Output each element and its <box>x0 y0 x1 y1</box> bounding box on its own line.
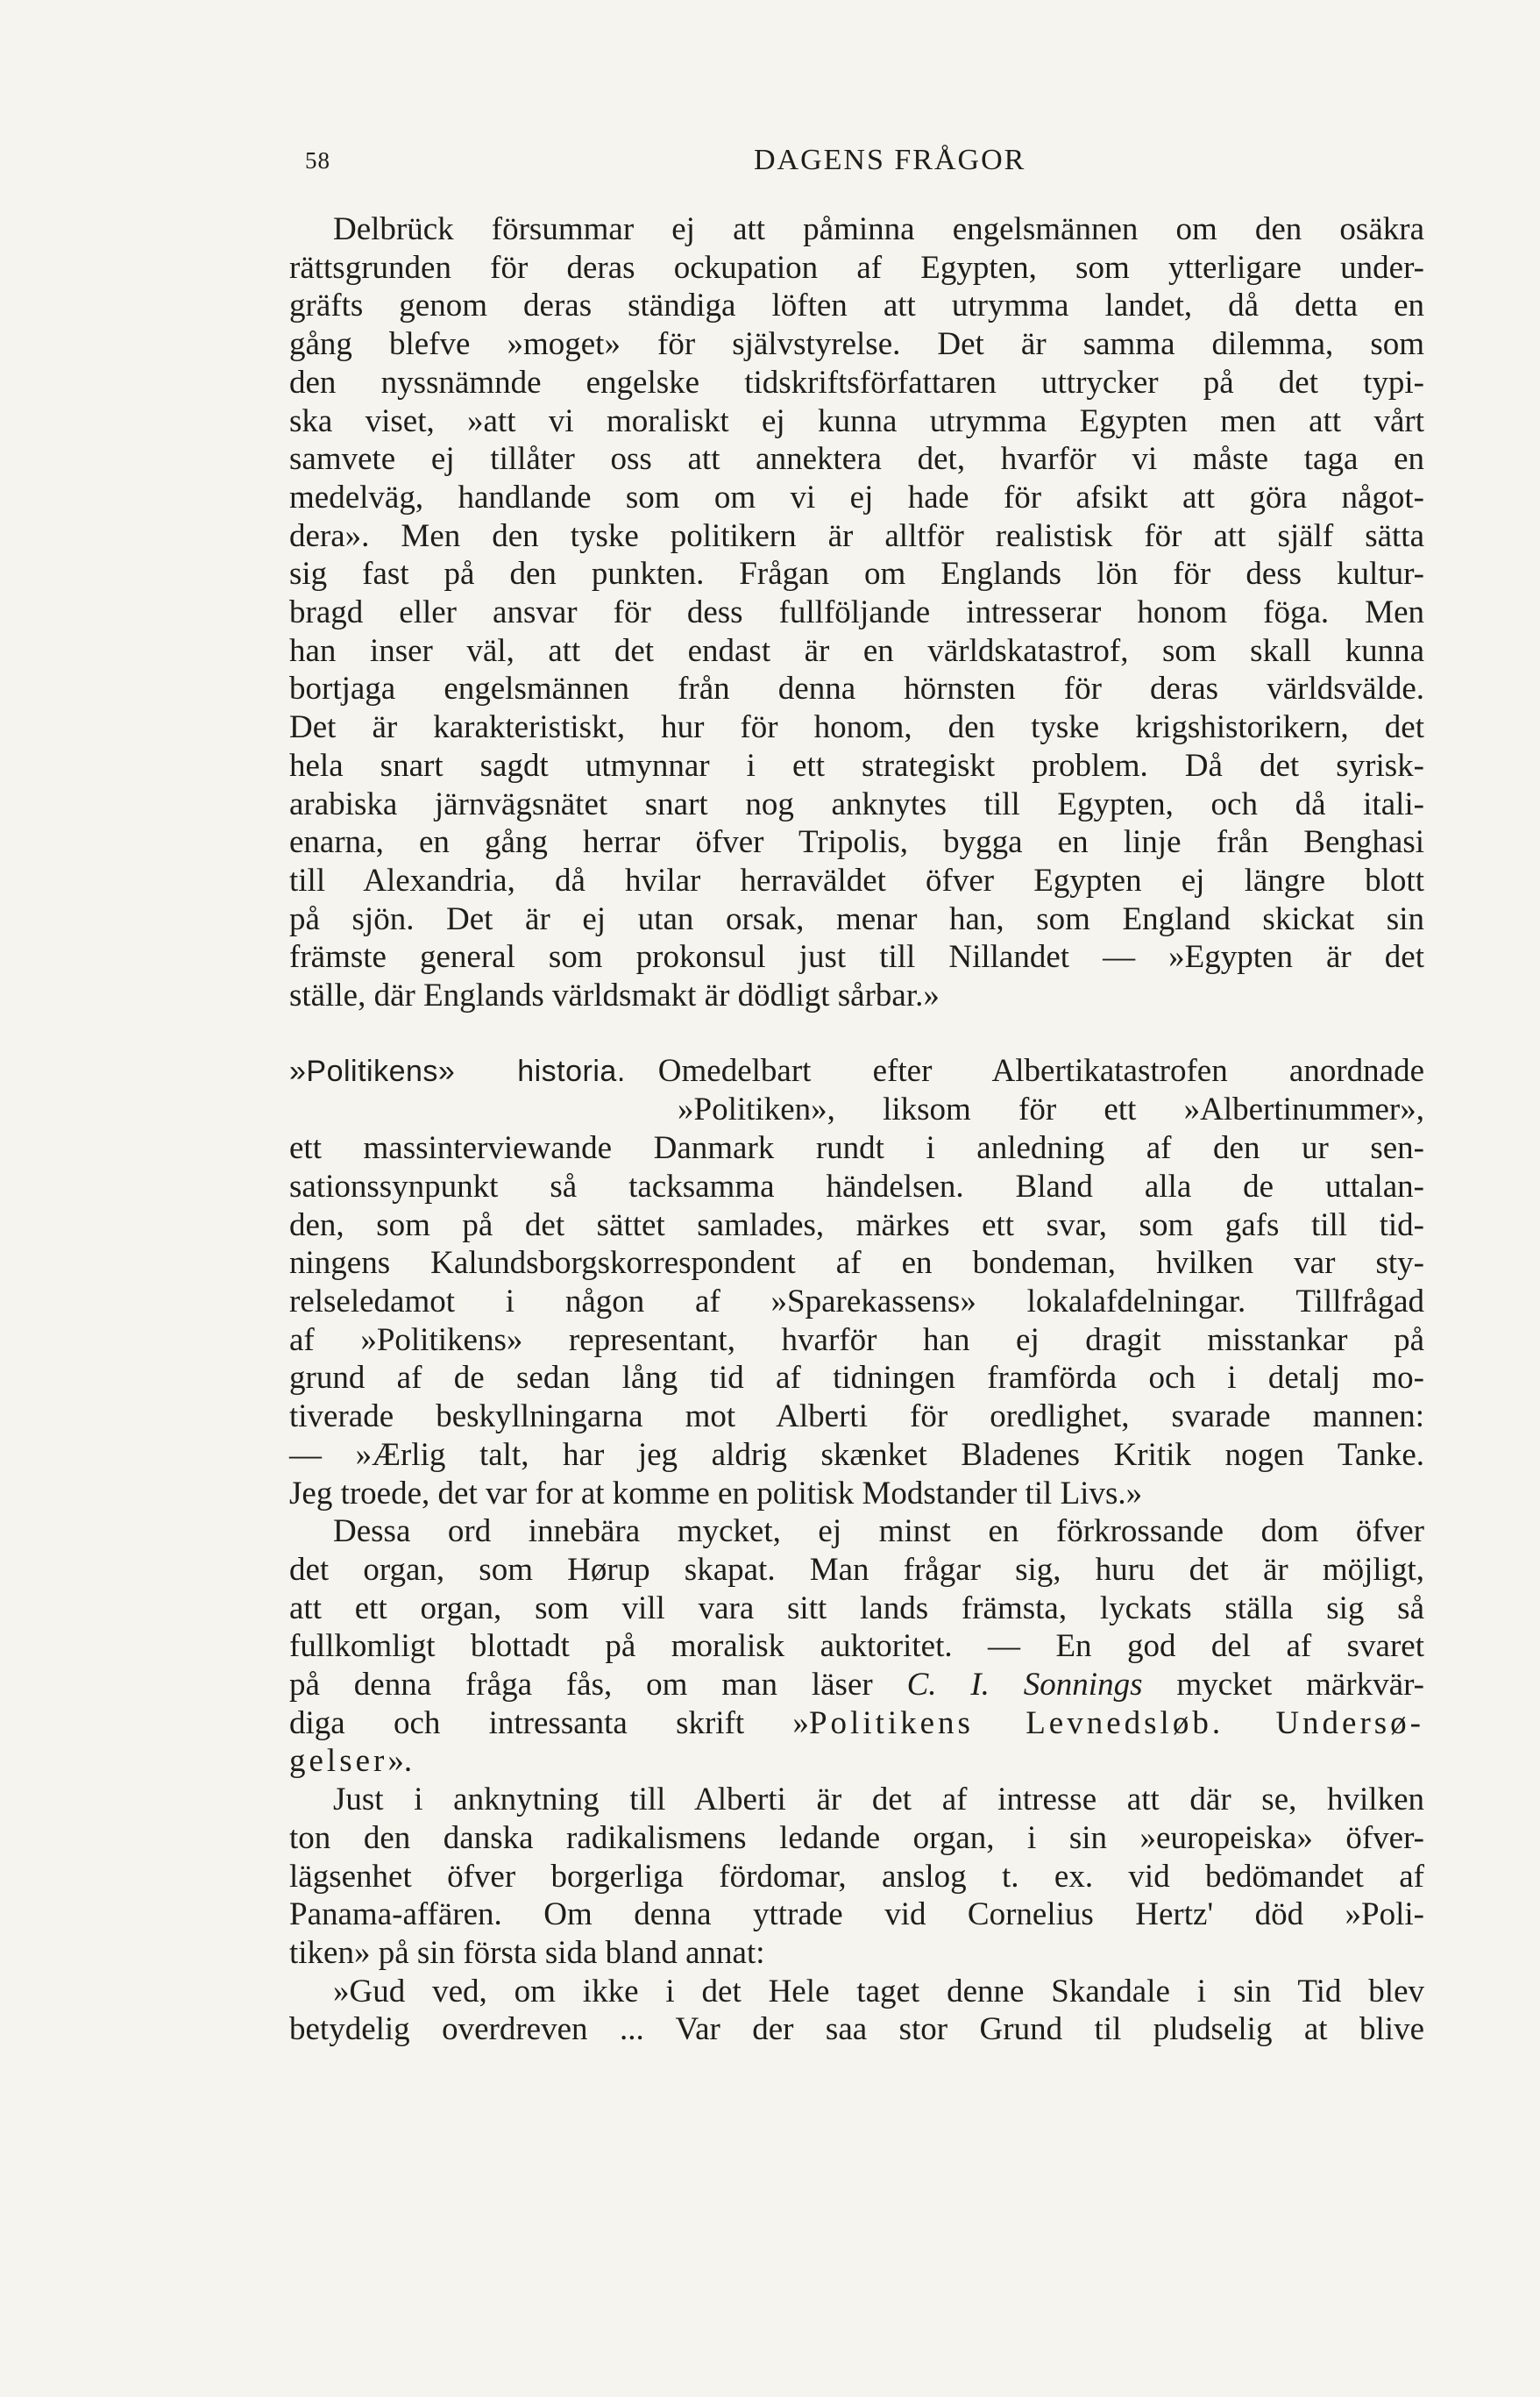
text-line: bragd eller ansvar för dess fullföljande intresserar honom föga. Men <box>289 594 1424 631</box>
text-line: Panama-affären. Om denna yttrade vid Cornelius Hertz' död »Poli- <box>289 1896 1424 1933</box>
text-line: ställe, där Englands världsmakt är dödligt sårbar.» <box>289 978 940 1014</box>
body-text <box>289 210 1424 2049</box>
running-title: DAGENS FRÅGOR <box>754 144 1026 176</box>
text-line: bortjaga engelsmännen från denna hörnsten för deras världsvälde. <box>289 671 1424 708</box>
text-line: gång blefve »moget» för självstyrelse. Det är samma dilemma, som <box>289 326 1424 363</box>
paragraph-quote <box>289 1973 1424 2049</box>
text-fragment: mycket märkvär- <box>1142 1667 1424 1704</box>
text-line: lägsenhet öfver borgerliga fördomar, anslog t. ex. vid bedömandet af <box>289 1858 1424 1895</box>
text-line <box>289 1704 1424 1743</box>
text-line: Just i anknytning till Alberti är det af intresse att där se, hvilken <box>333 1782 1424 1818</box>
text-line: på sjön. Det är ej utan orsak, menar han, som England skickat sin <box>289 900 1424 937</box>
paragraph-alberti <box>289 1781 1424 1973</box>
text-line: hela snart sagdt utmynnar i ett strategiskt problem. Då det syrisk- <box>289 747 1424 784</box>
text-line: betydelig overdreven ... Var der saa stor Grund til pludselig at blive <box>289 2011 1424 2048</box>
text-line: enarna, en gång herrar öfver Tripolis, bygga en linje från Benghasi <box>289 824 1424 861</box>
text-line: den, som på det sättet samlades, märkes ett svar, som gafs till tid- <box>289 1206 1424 1243</box>
text-line: rättsgrunden för deras ockupation af Egypten, som ytterligare under- <box>289 249 1424 286</box>
text-line: relseledamot i någon af »Sparekassens» lokalafdelningar. Tillfrågad <box>289 1283 1424 1319</box>
text-line: gräfts genom deras ständiga löften att utrymma landet, då detta en <box>289 288 1424 324</box>
section-second-line: »Politiken», liksom för ett »Albertinummer», <box>678 1092 1424 1128</box>
text-line: främste general som prokonsul just till Nillandet — »Egypten är det <box>289 939 1424 976</box>
text-line <box>289 1742 1424 1781</box>
text-line: grund af de sedan lång tid af tidningen framförda och i detalj mo- <box>289 1360 1424 1397</box>
book-title-continued: gelser <box>289 1743 388 1780</box>
paragraph-politiken <box>289 1052 1424 1512</box>
section-gap <box>289 1015 1424 1052</box>
text-line: tiverade beskyllningarna mot Alberti för oredlighet, svarade mannen: <box>289 1398 1424 1435</box>
book-title: Politikens Levnedsløb. Undersø- <box>808 1704 1425 1741</box>
paragraph-delbruck <box>289 210 1424 1015</box>
text-line: — »Ærlig talt, har jeg aldrig skænket Bladenes Kritik nogen Tanke. <box>289 1436 1424 1473</box>
page-number: 58 <box>305 147 330 174</box>
text-line: dera». Men den tyske politikern är alltför realistisk för att själf sätta <box>289 517 1424 554</box>
section-first-line <box>289 1052 1424 1092</box>
text-line: medelväg, handlande som om vi ej hade för afsikt att göra något- <box>289 479 1424 516</box>
text-line: Jeg troede, det var for at komme en politisk Modstander til Livs.» <box>289 1475 1143 1511</box>
text-line: Delbrück försummar ej att påminna engelsmännen om den osäkra <box>333 211 1424 247</box>
author-name: C. I. Sonnings <box>906 1667 1143 1704</box>
text-line: fullkomligt blottadt på moralisk auktoritet. — En god del af svaret <box>289 1628 1424 1665</box>
text-line: ton den danska radikalismens ledande organ, i sin »europeiska» öfver- <box>289 1819 1424 1856</box>
text-line: det organ, som Hørup skapat. Man frågar sig, huru det är möjligt, <box>289 1551 1424 1588</box>
text-line: ningens Kalundsborgskorrespondent af en bondeman, hvilken var sty- <box>289 1245 1424 1282</box>
section-sidehead: »Politikens» historia. <box>289 1054 626 1088</box>
text-fragment: diga och intressanta skrift » <box>289 1704 809 1741</box>
paragraph-dessa-ord <box>289 1512 1424 1781</box>
text-line: tiken» på sin första sida bland annat: <box>289 1934 765 1971</box>
text-line: ett massinterviewande Danmark rundt i anledning af den ur sen- <box>289 1130 1424 1167</box>
text-line: Dessa ord innebära mycket, ej minst en förkrossande dom öfver <box>333 1513 1424 1550</box>
text-line: samvete ej tillåter oss att annektera det, hvarför vi måste taga en <box>289 441 1424 478</box>
text-line: Det är karakteristiskt, hur för honom, den tyske krigshistorikern, det <box>289 709 1424 746</box>
page-header <box>0 139 1540 191</box>
section-first-line-text: Omedelbart efter Albertikatastrofen anordnade <box>657 1052 1425 1089</box>
text-fragment: ». <box>387 1743 413 1780</box>
text-line: till Alexandria, då hvilar herraväldet öfver Egypten ej längre blott <box>289 862 1424 899</box>
text-line: han inser väl, att det endast är en världskatastrof, som skall kunna <box>289 632 1424 669</box>
text-line: sig fast på den punkten. Frågan om Englands lön för dess kultur- <box>289 556 1424 593</box>
text-line: af »Politikens» representant, hvarför han ej dragit misstankar på <box>289 1321 1424 1358</box>
text-line: att ett organ, som vill vara sitt lands främsta, lyckats ställa sig så <box>289 1590 1424 1626</box>
text-line: arabiska järnvägsnätet snart nog anknytes till Egypten, och då itali- <box>289 786 1424 822</box>
text-line: ska viset, »att vi moraliskt ej kunna utrymma Egypten men att vårt <box>289 402 1424 439</box>
text-line: den nyssnämnde engelske tidskriftsförfattaren uttrycker på det typi- <box>289 364 1424 401</box>
text-line <box>289 1666 1424 1704</box>
text-line: »Gud ved, om ikke i det Hele taget denne Skandale i sin Tid blev <box>333 1973 1424 2009</box>
text-line: sationssynpunkt så tacksamma händelsen. Bland alla de uttalan- <box>289 1168 1424 1205</box>
text-fragment: på denna fråga fås, om man läser <box>289 1667 907 1704</box>
